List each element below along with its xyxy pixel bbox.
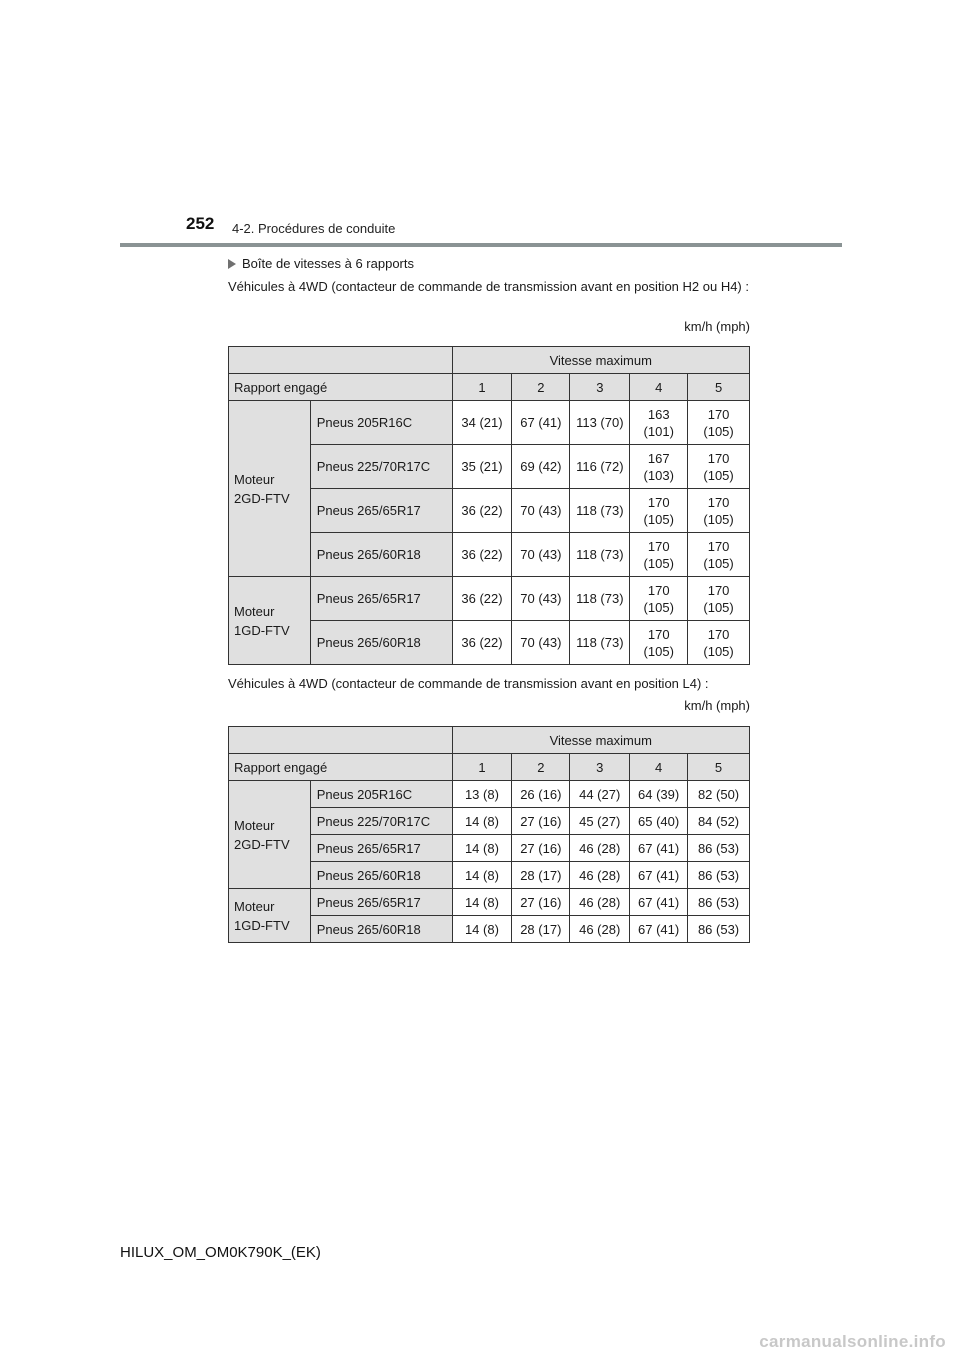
value-line: 170 — [707, 494, 730, 510]
speed-gear-1: 14 (8) — [452, 835, 512, 862]
gear-1: 1 — [452, 754, 512, 781]
tyre-cell: Pneus 265/65R17 — [310, 489, 452, 533]
header-blank-cell — [229, 347, 453, 374]
speed-gear-4: 67 (41) — [630, 835, 688, 862]
engine-line-2: 1GD-FTV — [234, 917, 290, 933]
speed-gear-5: 86 (53) — [688, 916, 750, 943]
engine-line-1: Moteur — [234, 898, 275, 914]
speed-gear-3: 46 (28) — [570, 889, 630, 916]
tyre-cell: Pneus 265/60R18 — [310, 862, 452, 889]
speed-gear-3: 118 (73) — [570, 533, 630, 577]
speed-gear-2: 67 (41) — [512, 401, 570, 445]
speed-gear-3: 118 (73) — [570, 621, 630, 665]
speed-gear-3: 118 (73) — [570, 489, 630, 533]
speed-gear-4: 67 (41) — [630, 889, 688, 916]
table-row — [229, 781, 750, 808]
gear-2: 2 — [512, 374, 570, 401]
speed-gear-4 — [630, 489, 688, 533]
gear-label: Rapport engagé — [229, 754, 453, 781]
speed-gear-1: 36 (22) — [452, 577, 512, 621]
gear-3: 3 — [570, 374, 630, 401]
speed-gear-1: 36 (22) — [452, 621, 512, 665]
document-code-footer: HILUX_OM_OM0K790K_(EK) — [120, 1244, 321, 1261]
gear-row — [229, 374, 750, 401]
speed-table-l4 — [228, 726, 750, 943]
engine-line-2: 2GD-FTV — [234, 490, 290, 506]
gear-5: 5 — [688, 754, 750, 781]
value-line: 163 — [647, 406, 670, 422]
speed-gear-3: 45 (27) — [570, 808, 630, 835]
value-line: 170 — [647, 626, 670, 642]
speed-gear-2: 70 (43) — [512, 577, 570, 621]
gear-label: Rapport engagé — [229, 374, 453, 401]
value-line: (105) — [703, 511, 734, 527]
engine-line-1: Moteur — [234, 603, 275, 619]
speed-gear-5 — [688, 577, 750, 621]
speed-gear-4 — [630, 445, 688, 489]
speed-gear-5: 84 (52) — [688, 808, 750, 835]
speed-gear-1: 14 (8) — [452, 916, 512, 943]
gear-4: 4 — [630, 374, 688, 401]
speed-gear-1: 14 (8) — [452, 808, 512, 835]
value-line: 170 — [707, 538, 730, 554]
paragraph-l4: Véhicules à 4WD (contacteur de commande de transmission avant en position L4) : — [228, 676, 709, 691]
value-line: 170 — [707, 450, 730, 466]
tyre-cell: Pneus 265/60R18 — [310, 621, 452, 665]
max-speed-header: Vitesse maximum — [452, 347, 749, 374]
speed-gear-2: 70 (43) — [512, 489, 570, 533]
speed-gear-3: 46 (28) — [570, 862, 630, 889]
speed-gear-2: 28 (17) — [512, 862, 570, 889]
speed-gear-1: 14 (8) — [452, 889, 512, 916]
value-line: (105) — [643, 643, 674, 659]
speed-gear-1: 36 (22) — [452, 533, 512, 577]
speed-gear-4 — [630, 621, 688, 665]
gear-row — [229, 754, 750, 781]
value-line: 170 — [707, 626, 730, 642]
value-line: (105) — [703, 599, 734, 615]
tyre-cell: Pneus 265/60R18 — [310, 916, 452, 943]
speed-gear-3: 113 (70) — [570, 401, 630, 445]
table-header-row — [229, 347, 750, 374]
value-line: (101) — [643, 423, 674, 439]
table-row — [229, 889, 750, 916]
value-line: (105) — [643, 599, 674, 615]
watermark: carmanualsonline.info — [759, 1332, 946, 1351]
value-line: 167 — [647, 450, 670, 466]
speed-gear-4 — [630, 533, 688, 577]
value-line: (105) — [703, 643, 734, 659]
speed-gear-1: 34 (21) — [452, 401, 512, 445]
value-line: 170 — [707, 406, 730, 422]
speed-gear-2: 26 (16) — [512, 781, 570, 808]
gear-5: 5 — [688, 374, 750, 401]
gear-4: 4 — [630, 754, 688, 781]
header-divider — [120, 243, 842, 247]
speed-gear-4: 65 (40) — [630, 808, 688, 835]
speed-gear-2: 69 (42) — [512, 445, 570, 489]
speed-gear-5 — [688, 489, 750, 533]
speed-gear-5: 86 (53) — [688, 889, 750, 916]
speed-gear-4 — [630, 577, 688, 621]
value-line: (105) — [643, 511, 674, 527]
header-blank-cell — [229, 727, 453, 754]
tyre-cell: Pneus 205R16C — [310, 781, 452, 808]
speed-gear-1: 36 (22) — [452, 489, 512, 533]
tyre-cell: Pneus 265/60R18 — [310, 533, 452, 577]
table-row — [229, 401, 750, 445]
speed-gear-5 — [688, 621, 750, 665]
speed-gear-1: 14 (8) — [452, 862, 512, 889]
bullet-triangle-icon — [228, 259, 236, 269]
speed-gear-3: 44 (27) — [570, 781, 630, 808]
section-title: 4-2. Procédures de conduite — [232, 221, 396, 236]
speed-gear-4: 67 (41) — [630, 916, 688, 943]
value-line: 170 — [647, 494, 670, 510]
table-header-row — [229, 727, 750, 754]
value-line: (105) — [703, 467, 734, 483]
value-line: (105) — [703, 423, 734, 439]
engine-line-2: 2GD-FTV — [234, 836, 290, 852]
engine-cell — [229, 781, 311, 889]
speed-gear-5 — [688, 533, 750, 577]
speed-gear-2: 27 (16) — [512, 808, 570, 835]
value-line: 170 — [647, 538, 670, 554]
speed-gear-4: 64 (39) — [630, 781, 688, 808]
engine-line-1: Moteur — [234, 471, 275, 487]
tyre-cell: Pneus 205R16C — [310, 401, 452, 445]
speed-gear-2: 28 (17) — [512, 916, 570, 943]
gear-1: 1 — [452, 374, 512, 401]
unit-label-1: km/h (mph) — [684, 319, 750, 334]
subheading-text: Boîte de vitesses à 6 rapports — [242, 256, 414, 271]
value-line: 170 — [707, 582, 730, 598]
value-line: (103) — [643, 467, 674, 483]
tyre-cell: Pneus 265/65R17 — [310, 577, 452, 621]
speed-gear-5: 82 (50) — [688, 781, 750, 808]
speed-gear-3: 116 (72) — [570, 445, 630, 489]
speed-gear-3: 46 (28) — [570, 835, 630, 862]
engine-line-1: Moteur — [234, 817, 275, 833]
tyre-cell: Pneus 225/70R17C — [310, 808, 452, 835]
speed-gear-2: 70 (43) — [512, 533, 570, 577]
engine-cell — [229, 889, 311, 943]
speed-gear-5 — [688, 401, 750, 445]
engine-line-2: 1GD-FTV — [234, 622, 290, 638]
value-line: (105) — [643, 555, 674, 571]
value-line: (105) — [703, 555, 734, 571]
speed-gear-5 — [688, 445, 750, 489]
tyre-cell: Pneus 225/70R17C — [310, 445, 452, 489]
table-row — [229, 577, 750, 621]
gear-3: 3 — [570, 754, 630, 781]
tyre-cell: Pneus 265/65R17 — [310, 835, 452, 862]
max-speed-header: Vitesse maximum — [452, 727, 749, 754]
unit-label-2: km/h (mph) — [684, 698, 750, 713]
speed-gear-4: 67 (41) — [630, 862, 688, 889]
speed-gear-2: 27 (16) — [512, 835, 570, 862]
speed-gear-1: 13 (8) — [452, 781, 512, 808]
speed-gear-3: 46 (28) — [570, 916, 630, 943]
speed-gear-1: 35 (21) — [452, 445, 512, 489]
speed-gear-4 — [630, 401, 688, 445]
speed-gear-2: 27 (16) — [512, 889, 570, 916]
paragraph-h2-h4: Véhicules à 4WD (contacteur de commande de transmission avant en position H2 ou H4) : — [228, 279, 749, 294]
gear-2: 2 — [512, 754, 570, 781]
speed-table-h2-h4 — [228, 346, 750, 665]
engine-cell — [229, 401, 311, 577]
engine-cell — [229, 577, 311, 665]
speed-gear-3: 118 (73) — [570, 577, 630, 621]
speed-gear-5: 86 (53) — [688, 835, 750, 862]
speed-gear-2: 70 (43) — [512, 621, 570, 665]
page-number: 252 — [186, 214, 215, 233]
value-line: 170 — [647, 582, 670, 598]
tyre-cell: Pneus 265/65R17 — [310, 889, 452, 916]
speed-gear-5: 86 (53) — [688, 862, 750, 889]
subheading — [228, 256, 414, 271]
